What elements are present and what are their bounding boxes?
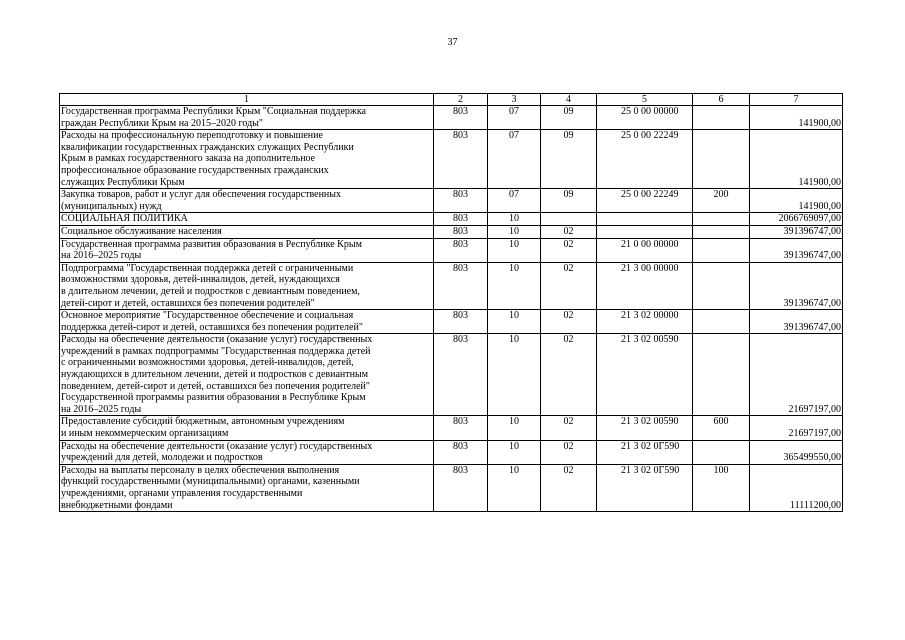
table-row <box>60 464 843 511</box>
row-target-article-cell <box>597 225 693 238</box>
row-subsection-cell: 02 <box>541 262 597 309</box>
column-header-6: 6 <box>693 94 750 106</box>
table-row <box>60 416 843 440</box>
row-target-article-cell: 21 0 00 00000 <box>597 238 693 262</box>
row-section-cell: 07 <box>488 189 541 213</box>
row-amount-cell: 21697197,00 <box>750 416 843 440</box>
row-grbs-cell: 803 <box>434 334 488 416</box>
row-amount-cell: 141900,00 <box>750 106 843 130</box>
row-amount-cell: 141900,00 <box>750 189 843 213</box>
row-name-cell: Подпрограмма "Государственная поддержка детей с ограниченными возможностями здоровья, детей-инвалидов, детей, нуждающихся в длительном лечении, детей и подростков с девиантным поведением, детей-сирот и детей, оставшихся без попечения родителей" <box>60 262 434 309</box>
row-subsection-cell: 02 <box>541 334 597 416</box>
row-section-cell: 10 <box>488 310 541 334</box>
row-expense-type-cell: 600 <box>693 416 750 440</box>
row-expense-type-cell: 100 <box>693 464 750 511</box>
row-name-cell: Социальное обслуживание населения <box>60 225 434 238</box>
row-subsection-cell: 09 <box>541 189 597 213</box>
row-target-article-cell: 21 3 00 00000 <box>597 262 693 309</box>
row-name-cell: СОЦИАЛЬНАЯ ПОЛИТИКА <box>60 213 434 226</box>
row-grbs-cell: 803 <box>434 464 488 511</box>
column-header-4: 4 <box>541 94 597 106</box>
row-section-cell: 10 <box>488 334 541 416</box>
row-expense-type-cell <box>693 213 750 226</box>
row-section-cell: 07 <box>488 130 541 189</box>
row-name-cell: Расходы на обеспечение деятельности (оказание услуг) государственных учреждений в рамках подпрограммы "Государственная поддержка детей с ограниченными возможностями здоровья, детей-инвалидов, детей, нуждающихся в длительном лечении, детей и подростков с девиантным поведением, детей-сирот и детей, оставшихся без попечения родителей" Государственной программы развития образования в Республике Крым на 2016–2025 годы <box>60 334 434 416</box>
row-amount-cell: 391396747,00 <box>750 225 843 238</box>
row-name-cell: Расходы на обеспечение деятельности (оказание услуг) государственных учреждений для детей, молодежи и подростков <box>60 440 434 464</box>
row-subsection-cell: 09 <box>541 130 597 189</box>
row-grbs-cell: 803 <box>434 310 488 334</box>
budget-table <box>59 93 843 512</box>
row-name-cell: Предоставление субсидий бюджетным, автономным учреждениям и иным некоммерческим организациям <box>60 416 434 440</box>
row-subsection-cell: 02 <box>541 238 597 262</box>
row-section-cell: 10 <box>488 464 541 511</box>
row-grbs-cell: 803 <box>434 213 488 226</box>
row-grbs-cell: 803 <box>434 238 488 262</box>
table-row <box>60 334 843 416</box>
row-section-cell: 10 <box>488 213 541 226</box>
row-expense-type-cell <box>693 238 750 262</box>
row-subsection-cell: 02 <box>541 440 597 464</box>
table-row <box>60 106 843 130</box>
row-target-article-cell: 21 3 02 00590 <box>597 416 693 440</box>
row-name-cell: Основное мероприятие "Государственное обеспечение и социальная поддержка детей-сирот и детей, оставшихся без попечения родителей" <box>60 310 434 334</box>
row-target-article-cell: 21 3 02 00590 <box>597 334 693 416</box>
row-grbs-cell: 803 <box>434 189 488 213</box>
row-subsection-cell: 02 <box>541 464 597 511</box>
table-row <box>60 189 843 213</box>
row-section-cell: 10 <box>488 225 541 238</box>
column-header-7: 7 <box>750 94 843 106</box>
row-subsection-cell: 09 <box>541 106 597 130</box>
row-grbs-cell: 803 <box>434 440 488 464</box>
row-name-cell: Расходы на профессиональную переподготовку и повышение квалификации государственных гражданских служащих Республики Крым в рамках государственного заказа на дополнительное профессиональное образование государственных гражданских служащих Республики Крым <box>60 130 434 189</box>
row-expense-type-cell <box>693 225 750 238</box>
row-grbs-cell: 803 <box>434 225 488 238</box>
row-amount-cell: 21697197,00 <box>750 334 843 416</box>
column-header-1: 1 <box>60 94 434 106</box>
table-row <box>60 130 843 189</box>
page-number: 37 <box>447 37 458 48</box>
row-section-cell: 07 <box>488 106 541 130</box>
row-grbs-cell: 803 <box>434 262 488 309</box>
row-amount-cell: 365499550,00 <box>750 440 843 464</box>
row-grbs-cell: 803 <box>434 106 488 130</box>
row-amount-cell: 141900,00 <box>750 130 843 189</box>
row-target-article-cell: 21 3 02 0Г590 <box>597 464 693 511</box>
row-name-cell: Государственная программа Республики Крым "Социальная поддержка граждан Республики Крым на 2015–2020 годы" <box>60 106 434 130</box>
row-section-cell: 10 <box>488 262 541 309</box>
row-target-article-cell: 25 0 00 22249 <box>597 189 693 213</box>
column-header-3: 3 <box>488 94 541 106</box>
table-header-row <box>60 94 843 106</box>
row-target-article-cell <box>597 213 693 226</box>
table-row <box>60 238 843 262</box>
row-amount-cell: 391396747,00 <box>750 238 843 262</box>
row-amount-cell: 11111200,00 <box>750 464 843 511</box>
row-amount-cell: 391396747,00 <box>750 310 843 334</box>
row-name-cell: Государственная программа развития образования в Республике Крым на 2016–2025 годы <box>60 238 434 262</box>
row-amount-cell: 2066769097,00 <box>750 213 843 226</box>
table-row <box>60 262 843 309</box>
row-target-article-cell: 25 0 00 00000 <box>597 106 693 130</box>
table-row <box>60 213 843 226</box>
column-header-2: 2 <box>434 94 488 106</box>
row-subsection-cell: 02 <box>541 225 597 238</box>
row-expense-type-cell <box>693 130 750 189</box>
row-subsection-cell: 02 <box>541 416 597 440</box>
column-header-5: 5 <box>597 94 693 106</box>
row-section-cell: 10 <box>488 238 541 262</box>
row-amount-cell: 391396747,00 <box>750 262 843 309</box>
row-target-article-cell: 25 0 00 22249 <box>597 130 693 189</box>
row-section-cell: 10 <box>488 416 541 440</box>
table-row <box>60 440 843 464</box>
row-grbs-cell: 803 <box>434 130 488 189</box>
row-grbs-cell: 803 <box>434 416 488 440</box>
row-target-article-cell: 21 3 02 00000 <box>597 310 693 334</box>
table-row <box>60 310 843 334</box>
row-expense-type-cell <box>693 310 750 334</box>
row-expense-type-cell <box>693 262 750 309</box>
row-expense-type-cell <box>693 106 750 130</box>
row-subsection-cell: 02 <box>541 310 597 334</box>
row-name-cell: Расходы на выплаты персоналу в целях обеспечения выполнения функций государственными (муниципальными) органами, казенными учреждениями, органами управления государственными внебюджетными фондами <box>60 464 434 511</box>
table-row <box>60 225 843 238</box>
row-section-cell: 10 <box>488 440 541 464</box>
row-expense-type-cell <box>693 440 750 464</box>
row-expense-type-cell <box>693 334 750 416</box>
row-expense-type-cell: 200 <box>693 189 750 213</box>
row-name-cell: Закупка товаров, работ и услуг для обеспечения государственных (муниципальных) нужд <box>60 189 434 213</box>
row-subsection-cell <box>541 213 597 226</box>
row-target-article-cell: 21 3 02 0Г590 <box>597 440 693 464</box>
